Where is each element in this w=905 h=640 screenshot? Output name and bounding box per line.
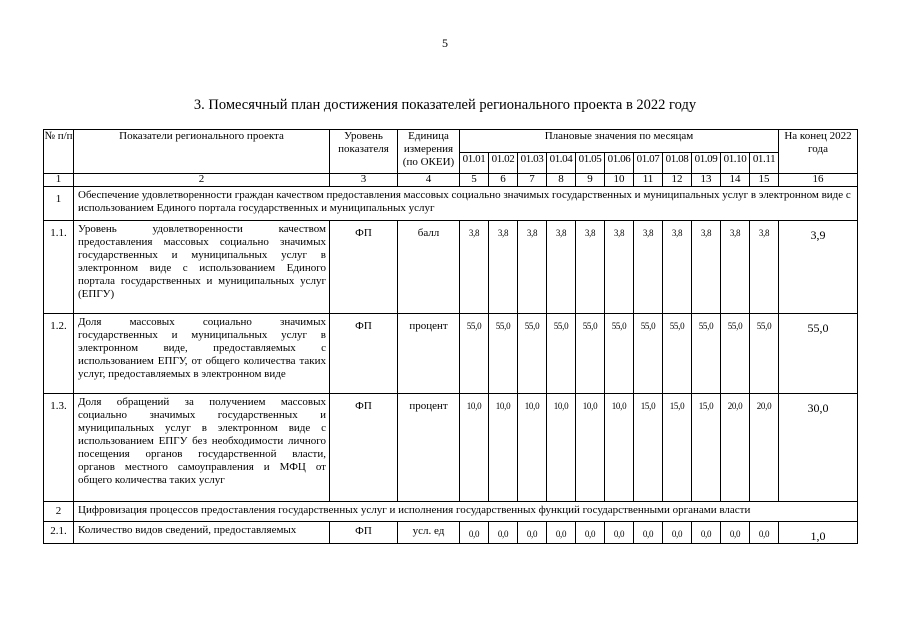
column-number: 16 xyxy=(779,174,858,187)
row-level: ФП xyxy=(330,522,398,544)
row-month-value: 55,0 xyxy=(750,314,779,394)
row-month-value: 10,0 xyxy=(460,394,489,502)
header-month: 01.02 xyxy=(489,153,518,174)
row-month-value: 0,0 xyxy=(576,522,605,544)
row-month-value: 0,0 xyxy=(489,522,518,544)
row-month-value: 3,8 xyxy=(663,221,692,314)
row-month-value: 3,8 xyxy=(489,221,518,314)
row-month-value: 55,0 xyxy=(576,314,605,394)
header-month: 01.05 xyxy=(576,153,605,174)
column-number: 5 xyxy=(460,174,489,187)
row-end-value: 3,9 xyxy=(779,221,858,314)
row-month-value: 15,0 xyxy=(634,394,663,502)
header-plan: Плановые значения по месяцам xyxy=(460,130,779,153)
section-index: 1 xyxy=(44,187,74,221)
section-title: Обеспечение удовлетворенности граждан качеством предоставления массовых социально значимых государственных и муниципальных услуг в электронном виде с использованием Единого портала государственных и муниципальных услуг xyxy=(74,187,858,221)
row-level: ФП xyxy=(330,221,398,314)
row-indicator-name: Доля обращений за получением массовых социально значимых государственных и муниципальных услуг в электронном виде с использованием ЕПГУ без необходимости личного посещения органов государственной власти, органов местного самоуправления и МФЦ от общего количества таких услуг xyxy=(74,394,330,502)
header-month: 01.09 xyxy=(692,153,721,174)
row-month-value: 20,0 xyxy=(750,394,779,502)
column-number: 15 xyxy=(750,174,779,187)
row-index: 1.3. xyxy=(44,394,74,502)
table-row xyxy=(44,314,858,394)
section-row xyxy=(44,187,858,221)
row-month-value: 55,0 xyxy=(692,314,721,394)
row-month-value: 3,8 xyxy=(576,221,605,314)
row-level: ФП xyxy=(330,314,398,394)
column-number: 8 xyxy=(547,174,576,187)
monthly-plan-table xyxy=(43,129,858,544)
row-month-value: 3,8 xyxy=(460,221,489,314)
row-month-value: 0,0 xyxy=(663,522,692,544)
row-unit: балл xyxy=(398,221,460,314)
section-index: 2 xyxy=(44,502,74,522)
header-level: Уровень показателя xyxy=(330,130,398,174)
row-month-value: 55,0 xyxy=(721,314,750,394)
table-row xyxy=(44,394,858,502)
row-month-value: 0,0 xyxy=(750,522,779,544)
row-month-value: 55,0 xyxy=(460,314,489,394)
row-month-value: 3,8 xyxy=(605,221,634,314)
section-row xyxy=(44,502,858,522)
page-number: 5 xyxy=(442,36,448,50)
row-index: 2.1. xyxy=(44,522,74,544)
row-month-value: 10,0 xyxy=(489,394,518,502)
table-row xyxy=(44,221,858,314)
column-number: 9 xyxy=(576,174,605,187)
row-month-value: 55,0 xyxy=(518,314,547,394)
row-level: ФП xyxy=(330,394,398,502)
row-unit: процент xyxy=(398,394,460,502)
row-month-value: 10,0 xyxy=(605,394,634,502)
row-month-value: 0,0 xyxy=(518,522,547,544)
header-month: 01.07 xyxy=(634,153,663,174)
header-month: 01.01 xyxy=(460,153,489,174)
row-month-value: 0,0 xyxy=(692,522,721,544)
row-month-value: 10,0 xyxy=(518,394,547,502)
row-indicator-name: Уровень удовлетворенности качеством предоставления массовых социально значимых государственных и муниципальных услуг в электронном виде с использованием Единого портала государственных и муниципальных услуг (ЕПГУ) xyxy=(74,221,330,314)
row-end-value: 30,0 xyxy=(779,394,858,502)
row-month-value: 55,0 xyxy=(605,314,634,394)
header-month: 01.10 xyxy=(721,153,750,174)
row-month-value: 3,8 xyxy=(634,221,663,314)
row-month-value: 0,0 xyxy=(547,522,576,544)
column-number: 7 xyxy=(518,174,547,187)
column-number: 10 xyxy=(605,174,634,187)
row-index: 1.1. xyxy=(44,221,74,314)
column-number: 12 xyxy=(663,174,692,187)
header-month: 01.03 xyxy=(518,153,547,174)
column-number: 13 xyxy=(692,174,721,187)
column-number: 14 xyxy=(721,174,750,187)
header-month: 01.11 xyxy=(750,153,779,174)
row-unit: усл. ед xyxy=(398,522,460,544)
row-month-value: 15,0 xyxy=(692,394,721,502)
column-number: 2 xyxy=(74,174,330,187)
row-month-value: 55,0 xyxy=(489,314,518,394)
row-month-value: 20,0 xyxy=(721,394,750,502)
row-month-value: 55,0 xyxy=(634,314,663,394)
page-title: 3. Помесячный план достижения показателей регионального проекта в 2022 году xyxy=(193,97,697,113)
row-end-value: 55,0 xyxy=(779,314,858,394)
column-number: 3 xyxy=(330,174,398,187)
column-number: 11 xyxy=(634,174,663,187)
row-indicator-name: Доля массовых социально значимых государственных и муниципальных услуг в электронном виде, предоставляемых с использованием ЕПГУ, от общего количества таких услуг, предоставляемых в электронном виде xyxy=(74,314,330,394)
header-end: На конец 2022 года xyxy=(779,130,858,174)
row-end-value: 1,0 xyxy=(779,522,858,544)
header-month: 01.08 xyxy=(663,153,692,174)
table-row xyxy=(44,522,858,544)
column-number: 4 xyxy=(398,174,460,187)
row-month-value: 3,8 xyxy=(692,221,721,314)
row-month-value: 55,0 xyxy=(663,314,692,394)
row-month-value: 0,0 xyxy=(460,522,489,544)
row-month-value: 55,0 xyxy=(547,314,576,394)
header-no: № п/п xyxy=(44,130,74,174)
row-unit: процент xyxy=(398,314,460,394)
row-month-value: 3,8 xyxy=(721,221,750,314)
row-month-value: 15,0 xyxy=(663,394,692,502)
header-month: 01.04 xyxy=(547,153,576,174)
row-month-value: 0,0 xyxy=(721,522,750,544)
row-index: 1.2. xyxy=(44,314,74,394)
row-month-value: 10,0 xyxy=(547,394,576,502)
row-month-value: 3,8 xyxy=(750,221,779,314)
header-indicator: Показатели регионального проекта xyxy=(74,130,330,174)
row-indicator-name: Количество видов сведений, предоставляемых xyxy=(74,522,330,544)
row-month-value: 3,8 xyxy=(547,221,576,314)
section-title: Цифровизация процессов предоставления государственных услуг и исполнения государственных функций государственными органами власти xyxy=(74,502,858,522)
header-month: 01.06 xyxy=(605,153,634,174)
header-unit: Единица измерения (по ОКЕИ) xyxy=(398,130,460,174)
column-number: 6 xyxy=(489,174,518,187)
row-month-value: 0,0 xyxy=(605,522,634,544)
column-number: 1 xyxy=(44,174,74,187)
row-month-value: 10,0 xyxy=(576,394,605,502)
row-month-value: 0,0 xyxy=(634,522,663,544)
row-month-value: 3,8 xyxy=(518,221,547,314)
